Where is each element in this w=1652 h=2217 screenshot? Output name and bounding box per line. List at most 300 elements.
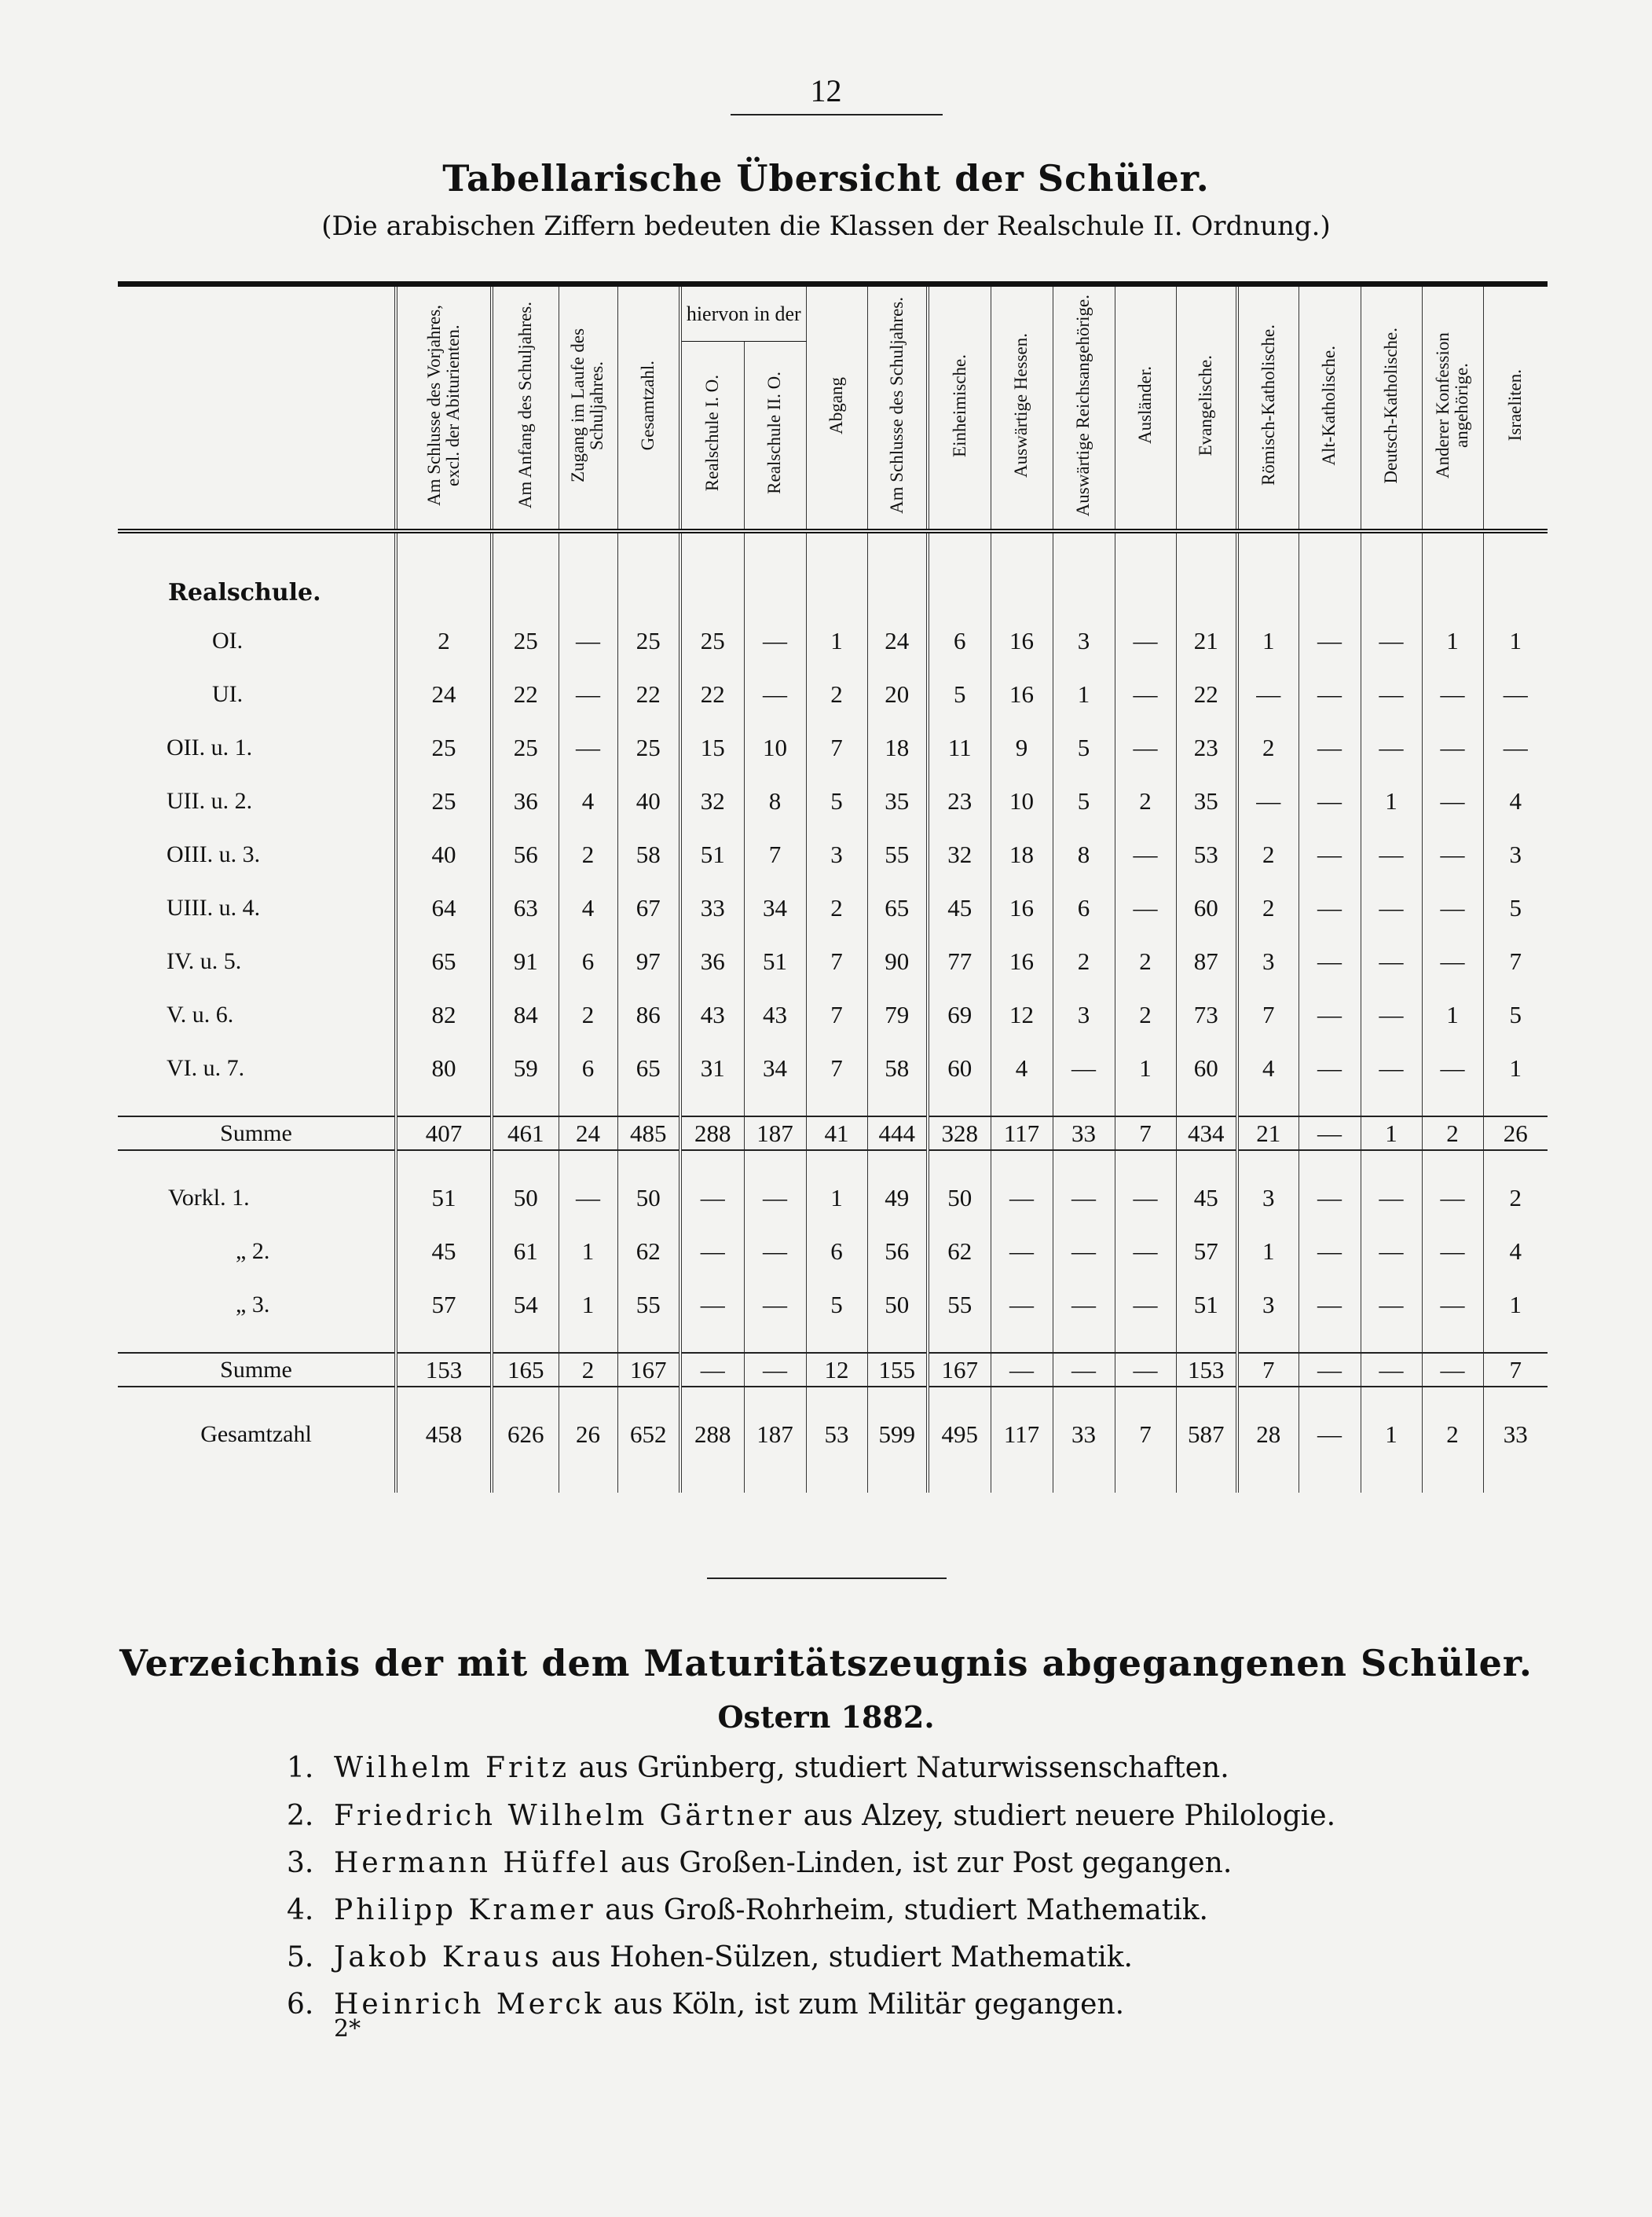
cell xyxy=(1422,531,1483,614)
cell: — xyxy=(1422,935,1483,988)
cell: 34 xyxy=(744,881,806,935)
cell: — xyxy=(1299,1353,1361,1387)
row-label: OII. u. 1. xyxy=(167,735,253,760)
cell: 2 xyxy=(1422,1408,1483,1461)
cell xyxy=(744,1387,806,1408)
cell xyxy=(991,531,1053,614)
cell xyxy=(1299,531,1361,614)
cell xyxy=(1483,1461,1548,1493)
cell: 45 xyxy=(1176,1171,1237,1225)
item-text: aus Großen-Linden, ist zur Post gegangen. xyxy=(620,1847,1233,1879)
cell: 444 xyxy=(867,1116,928,1150)
cell: 55 xyxy=(867,828,928,881)
column-header-label: Am Schlusse des Vorjahres, excl. der Abiturienten. xyxy=(423,305,463,506)
column-header-label: Zugang im Laufe des Schuljahres. xyxy=(568,328,607,483)
cell: — xyxy=(1299,1408,1361,1461)
row-label: V. u. 6. xyxy=(167,1002,234,1028)
cell: 55 xyxy=(928,1278,991,1332)
cell: 117 xyxy=(991,1116,1053,1150)
cell: 5 xyxy=(806,1278,867,1332)
cell xyxy=(617,531,680,614)
cell: 33 xyxy=(1053,1408,1115,1461)
cell: 25 xyxy=(617,721,680,775)
column-header-label: Gesamtzahl. xyxy=(638,360,658,451)
cell: 1 xyxy=(1483,614,1548,668)
cell xyxy=(492,531,559,614)
column-header-label: Am Schlusse des Schuljahres. xyxy=(886,297,907,514)
cell: 40 xyxy=(396,828,492,881)
cell xyxy=(1422,1332,1483,1353)
column-header-label: Israeliten. xyxy=(1505,369,1526,442)
cell xyxy=(806,531,867,614)
cell xyxy=(118,1095,396,1116)
cell: 50 xyxy=(867,1278,928,1332)
cell: 65 xyxy=(867,881,928,935)
item-text: aus Alzey, studiert neuere Philologie. xyxy=(803,1800,1336,1832)
cell xyxy=(1053,1332,1115,1353)
cell xyxy=(118,1387,396,1408)
cell: 45 xyxy=(396,1225,492,1278)
item-number: 1. xyxy=(287,1752,314,1784)
cell: — xyxy=(1115,1171,1176,1225)
cell: 50 xyxy=(617,1171,680,1225)
column-header xyxy=(680,341,744,531)
cell xyxy=(1053,1150,1115,1171)
cell: — xyxy=(1053,1225,1115,1278)
cell: — xyxy=(1237,775,1299,828)
cell: — xyxy=(1299,614,1361,668)
item-number: 4. xyxy=(287,1894,314,1926)
cell: 6 xyxy=(559,935,617,988)
item-text: aus Hohen-Sülzen, studiert Mathematik. xyxy=(551,1941,1133,1973)
column-header xyxy=(1422,284,1483,532)
cell xyxy=(1483,1095,1548,1116)
cell xyxy=(559,1387,617,1408)
cell xyxy=(617,1150,680,1171)
cell: 31 xyxy=(680,1042,744,1095)
cell: 1 xyxy=(1237,614,1299,668)
cell xyxy=(806,1461,867,1493)
list-item xyxy=(287,1988,1124,2021)
cell: — xyxy=(1115,1353,1176,1387)
spacer-row xyxy=(118,1332,1548,1353)
cell: 23 xyxy=(928,775,991,828)
cell: 80 xyxy=(396,1042,492,1095)
cell: — xyxy=(1299,1042,1361,1095)
cell: — xyxy=(1299,1116,1361,1150)
cell xyxy=(867,531,928,614)
cell: — xyxy=(559,1171,617,1225)
cell xyxy=(617,1461,680,1493)
cell xyxy=(928,1332,991,1353)
cell: — xyxy=(1053,1042,1115,1095)
cell: 6 xyxy=(1053,881,1115,935)
row-label: UII. u. 2. xyxy=(167,788,253,814)
cell: 24 xyxy=(867,614,928,668)
cell: 3 xyxy=(806,828,867,881)
cell: — xyxy=(1053,1353,1115,1387)
cell: 155 xyxy=(867,1353,928,1387)
cell: — xyxy=(1299,775,1361,828)
cell: 7 xyxy=(806,988,867,1042)
divider xyxy=(731,114,943,115)
cell xyxy=(1237,1461,1299,1493)
cell xyxy=(991,1332,1053,1353)
cell: — xyxy=(1115,1278,1176,1332)
cell xyxy=(559,1461,617,1493)
cell: 461 xyxy=(492,1116,559,1150)
page-number: 12 xyxy=(810,73,842,108)
cell xyxy=(928,1461,991,1493)
student-name: Hermann Hüffel xyxy=(334,1847,612,1879)
cell: — xyxy=(680,1171,744,1225)
cell xyxy=(492,1461,559,1493)
cell: 153 xyxy=(396,1353,492,1387)
cell: 4 xyxy=(559,881,617,935)
cell: 43 xyxy=(680,988,744,1042)
cell xyxy=(559,1095,617,1116)
cell: 6 xyxy=(559,1042,617,1095)
cell: 82 xyxy=(396,988,492,1042)
cell: 25 xyxy=(396,775,492,828)
cell xyxy=(1299,1461,1361,1493)
cell: 62 xyxy=(928,1225,991,1278)
cell xyxy=(1299,1332,1361,1353)
item-text: aus Köln, ist zum Militär gegangen. xyxy=(613,1988,1125,2021)
item-number: 6. xyxy=(287,1988,314,2021)
cell xyxy=(680,1461,744,1493)
cell xyxy=(1483,1150,1548,1171)
cell xyxy=(1361,1387,1422,1408)
cell xyxy=(396,531,492,614)
cell: — xyxy=(1115,721,1176,775)
list-item xyxy=(287,1894,1208,1926)
sum-row xyxy=(118,1353,1548,1387)
header-row xyxy=(118,284,1548,342)
cell xyxy=(1176,1095,1237,1116)
cell xyxy=(991,1461,1053,1493)
list-item xyxy=(287,1752,1229,1784)
cell: 25 xyxy=(680,614,744,668)
cell: 587 xyxy=(1176,1408,1237,1461)
cell xyxy=(867,1332,928,1353)
cell: 25 xyxy=(617,614,680,668)
cell: — xyxy=(1115,828,1176,881)
cell: — xyxy=(559,614,617,668)
cell: 2 xyxy=(559,828,617,881)
cell: — xyxy=(1483,668,1548,721)
cell: 7 xyxy=(806,1042,867,1095)
cell: 599 xyxy=(867,1408,928,1461)
total-row xyxy=(118,1408,1548,1461)
cell: — xyxy=(1237,668,1299,721)
cell: 16 xyxy=(991,668,1053,721)
cell: — xyxy=(680,1225,744,1278)
cell: 3 xyxy=(1053,614,1115,668)
cell xyxy=(744,531,806,614)
cell: 57 xyxy=(1176,1225,1237,1278)
list-item xyxy=(287,1800,1335,1832)
cell: 1 xyxy=(1422,988,1483,1042)
cell: 54 xyxy=(492,1278,559,1332)
cell: 15 xyxy=(680,721,744,775)
cell: 35 xyxy=(1176,775,1237,828)
cell: 24 xyxy=(559,1116,617,1150)
column-header-label: Auswärtige Reichsangehörige. xyxy=(1073,294,1093,517)
cell: — xyxy=(559,721,617,775)
cell xyxy=(617,1332,680,1353)
spacer-row xyxy=(118,1461,1548,1493)
cell: 495 xyxy=(928,1408,991,1461)
cell: — xyxy=(744,1278,806,1332)
cell: 86 xyxy=(617,988,680,1042)
cell: 73 xyxy=(1176,988,1237,1042)
cell: — xyxy=(1361,668,1422,721)
cell: — xyxy=(1483,721,1548,775)
cell xyxy=(806,1387,867,1408)
cell: — xyxy=(1115,1225,1176,1278)
cell: 5 xyxy=(1483,988,1548,1042)
cell xyxy=(928,531,991,614)
cell xyxy=(396,1332,492,1353)
cell: 187 xyxy=(744,1408,806,1461)
cell: 167 xyxy=(617,1353,680,1387)
column-header xyxy=(867,284,928,532)
cell: 40 xyxy=(617,775,680,828)
cell: 84 xyxy=(492,988,559,1042)
column-header xyxy=(1053,284,1115,532)
cell: — xyxy=(1361,988,1422,1042)
cell xyxy=(1361,531,1422,614)
cell: 64 xyxy=(396,881,492,935)
cell: 58 xyxy=(617,828,680,881)
cell: 90 xyxy=(867,935,928,988)
cell: 1 xyxy=(806,1171,867,1225)
cell xyxy=(1422,1150,1483,1171)
cell: 187 xyxy=(744,1116,806,1150)
cell: 43 xyxy=(744,988,806,1042)
cell: 12 xyxy=(806,1353,867,1387)
cell xyxy=(1115,1095,1176,1116)
column-header xyxy=(1176,284,1237,532)
cell: — xyxy=(1422,828,1483,881)
cell xyxy=(867,1387,928,1408)
cell: 1 xyxy=(1483,1042,1548,1095)
column-header-label: Deutsch-Katholische. xyxy=(1380,327,1401,484)
table-row xyxy=(118,935,1548,988)
cell: 51 xyxy=(396,1171,492,1225)
cell: 7 xyxy=(744,828,806,881)
cell: 8 xyxy=(744,775,806,828)
cell xyxy=(1422,1387,1483,1408)
cell: 22 xyxy=(1176,668,1237,721)
cell: — xyxy=(1361,721,1422,775)
cell: — xyxy=(744,1171,806,1225)
item-text: aus Groß-Rohrheim, studiert Mathematik. xyxy=(605,1894,1209,1926)
cell: — xyxy=(1361,1042,1422,1095)
cell: — xyxy=(1361,828,1422,881)
cell: 16 xyxy=(991,614,1053,668)
cell: — xyxy=(991,1278,1053,1332)
cell: — xyxy=(1299,721,1361,775)
cell xyxy=(867,1095,928,1116)
cell: — xyxy=(1422,1171,1483,1225)
cell: — xyxy=(1422,721,1483,775)
cell xyxy=(1361,1332,1422,1353)
cell: 50 xyxy=(492,1171,559,1225)
cell xyxy=(118,1150,396,1171)
cell xyxy=(991,1095,1053,1116)
cell xyxy=(492,1332,559,1353)
table-row xyxy=(118,614,1548,668)
cell xyxy=(1176,1332,1237,1353)
cell: 4 xyxy=(1483,775,1548,828)
cell xyxy=(1237,1150,1299,1171)
cell xyxy=(1053,1461,1115,1493)
cell: — xyxy=(1299,1278,1361,1332)
cell: — xyxy=(1115,668,1176,721)
cell: 5 xyxy=(1053,721,1115,775)
cell: 7 xyxy=(1483,1353,1548,1387)
row-label: Vorkl. 1. xyxy=(168,1185,250,1211)
cell: 1 xyxy=(1053,668,1115,721)
cell xyxy=(396,1461,492,1493)
table-row xyxy=(118,721,1548,775)
table-row xyxy=(118,988,1548,1042)
cell: — xyxy=(744,1353,806,1387)
cell: 22 xyxy=(492,668,559,721)
cell: 69 xyxy=(928,988,991,1042)
cell: 117 xyxy=(991,1408,1053,1461)
cell: 51 xyxy=(744,935,806,988)
cell: 32 xyxy=(928,828,991,881)
cell: 458 xyxy=(396,1408,492,1461)
column-header xyxy=(1237,284,1299,532)
cell xyxy=(617,1387,680,1408)
cell: — xyxy=(1422,668,1483,721)
student-name: Friedrich Wilhelm Gärtner xyxy=(334,1800,795,1832)
cell: 61 xyxy=(492,1225,559,1278)
cell: 53 xyxy=(806,1408,867,1461)
cell: — xyxy=(1299,668,1361,721)
cell: — xyxy=(1422,1042,1483,1095)
cell: 7 xyxy=(1115,1116,1176,1150)
cell xyxy=(1053,1095,1115,1116)
cell: 2 xyxy=(806,668,867,721)
graduates-title: Verzeichnis der mit dem Maturitätszeugnis abgegangenen Schüler. xyxy=(119,1642,1533,1684)
column-header xyxy=(1361,284,1422,532)
cell: 328 xyxy=(928,1116,991,1150)
cell: 4 xyxy=(991,1042,1053,1095)
cell: — xyxy=(1115,614,1176,668)
cell: 1 xyxy=(1361,1116,1422,1150)
cell xyxy=(991,1150,1053,1171)
cell: 2 xyxy=(1483,1171,1548,1225)
cell: 77 xyxy=(928,935,991,988)
cell xyxy=(1176,1387,1237,1408)
cell xyxy=(928,1150,991,1171)
row-label: Summe xyxy=(118,1353,396,1387)
student-name: Jakob Kraus xyxy=(334,1941,543,1973)
cell: 4 xyxy=(559,775,617,828)
student-name: Philipp Kramer xyxy=(334,1894,596,1926)
cell xyxy=(1237,1095,1299,1116)
cell: 1 xyxy=(1237,1225,1299,1278)
table-row xyxy=(118,775,1548,828)
cell: 7 xyxy=(806,935,867,988)
cell: — xyxy=(1422,1225,1483,1278)
cell: 21 xyxy=(1237,1116,1299,1150)
cell xyxy=(559,1332,617,1353)
cell: 407 xyxy=(396,1116,492,1150)
cell: 32 xyxy=(680,775,744,828)
cell xyxy=(1237,531,1299,614)
cell: 288 xyxy=(680,1408,744,1461)
cell: 60 xyxy=(1176,1042,1237,1095)
cell: 2 xyxy=(1053,935,1115,988)
cell: 56 xyxy=(492,828,559,881)
student-name: Heinrich Merck xyxy=(334,1988,605,2021)
cell: 11 xyxy=(928,721,991,775)
cell: 53 xyxy=(1176,828,1237,881)
cell: 22 xyxy=(680,668,744,721)
column-header-label: Alt-Katholische. xyxy=(1319,345,1339,466)
divider xyxy=(707,1578,947,1579)
list-item xyxy=(287,1941,1133,1973)
cell xyxy=(680,1150,744,1171)
column-header-label: Auswärtige Hessen. xyxy=(1011,333,1031,478)
student-name: Wilhelm Fritz xyxy=(334,1752,570,1784)
cell xyxy=(744,1332,806,1353)
spacer-row xyxy=(118,531,1548,614)
column-header xyxy=(396,284,492,532)
cell xyxy=(1361,1461,1422,1493)
cell: 16 xyxy=(991,935,1053,988)
cell: 2 xyxy=(559,1353,617,1387)
cell: — xyxy=(1053,1171,1115,1225)
cell: — xyxy=(744,668,806,721)
signature-mark: 2* xyxy=(334,2015,361,2043)
cell: 434 xyxy=(1176,1116,1237,1150)
cell xyxy=(559,531,617,614)
column-header xyxy=(806,284,867,532)
cell: 62 xyxy=(617,1225,680,1278)
cell: 3 xyxy=(1483,828,1548,881)
cell: — xyxy=(1361,1171,1422,1225)
cell: 153 xyxy=(1176,1353,1237,1387)
cell: 24 xyxy=(396,668,492,721)
cell: 25 xyxy=(492,614,559,668)
cell: — xyxy=(1299,988,1361,1042)
cell: — xyxy=(680,1278,744,1332)
list-item xyxy=(287,1847,1232,1879)
header-group: hiervon in der xyxy=(680,284,806,342)
section-label: Realschule. xyxy=(168,579,321,606)
page-title: Tabellarische Übersicht der Schüler. xyxy=(442,157,1210,200)
cell: — xyxy=(1299,828,1361,881)
cell: 55 xyxy=(617,1278,680,1332)
cell: 10 xyxy=(991,775,1053,828)
column-header-label: Ausländer. xyxy=(1134,366,1155,445)
row-label: „ 3. xyxy=(236,1292,270,1317)
cell: 58 xyxy=(867,1042,928,1095)
cell: 79 xyxy=(867,988,928,1042)
cell: 167 xyxy=(928,1353,991,1387)
cell: 10 xyxy=(744,721,806,775)
cell: 1 xyxy=(559,1225,617,1278)
table-row xyxy=(118,1278,1548,1332)
cell: 51 xyxy=(1176,1278,1237,1332)
